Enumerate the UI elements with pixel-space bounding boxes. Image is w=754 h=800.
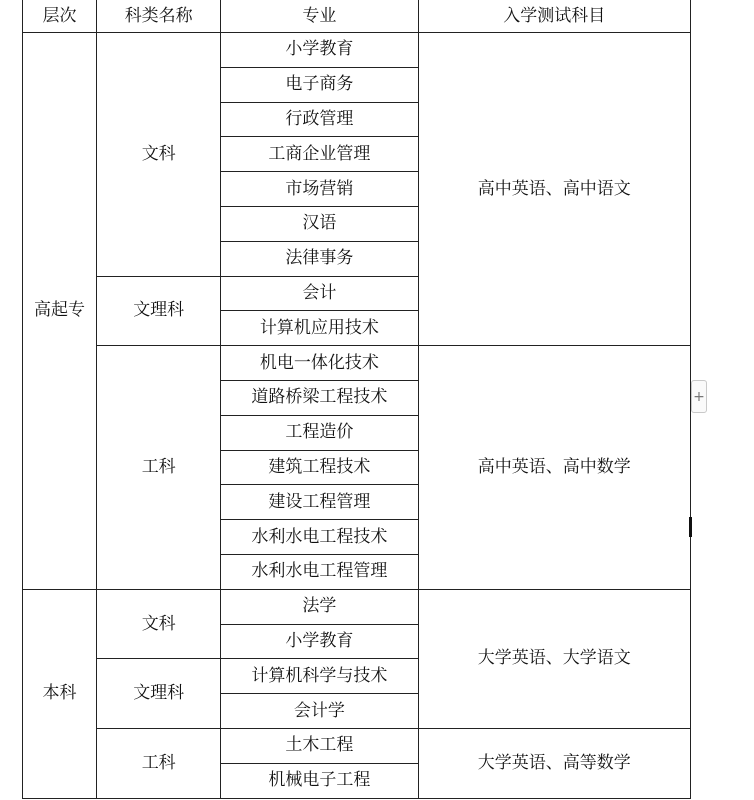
major-cell: 行政管理 xyxy=(221,102,418,137)
subjects-cell: 大学英语、大学语文 xyxy=(418,589,690,728)
header-level: 层次 xyxy=(23,0,97,33)
header-row xyxy=(23,0,691,33)
header-major: 专业 xyxy=(221,0,418,33)
major-cell: 汉语 xyxy=(221,206,418,241)
level-cell: 本科 xyxy=(23,589,97,798)
major-cell: 电子商务 xyxy=(221,67,418,102)
major-cell: 工商企业管理 xyxy=(221,137,418,172)
enrollment-table xyxy=(22,0,691,799)
major-cell: 会计学 xyxy=(221,694,418,729)
major-cell: 市场营销 xyxy=(221,172,418,207)
table-row xyxy=(23,589,691,624)
major-cell: 计算机应用技术 xyxy=(221,311,418,346)
major-cell: 机电一体化技术 xyxy=(221,346,418,381)
major-cell: 道路桥梁工程技术 xyxy=(221,380,418,415)
major-cell: 小学教育 xyxy=(221,624,418,659)
category-cell: 文科 xyxy=(97,33,221,277)
major-cell: 工程造价 xyxy=(221,415,418,450)
major-cell: 土木工程 xyxy=(221,728,418,763)
category-cell: 文理科 xyxy=(97,276,221,346)
add-column-button[interactable] xyxy=(691,380,707,413)
category-cell: 工科 xyxy=(97,346,221,590)
category-cell: 文理科 xyxy=(97,659,221,729)
major-cell: 计算机科学与技术 xyxy=(221,659,418,694)
table-row xyxy=(23,33,691,68)
plus-icon: + xyxy=(693,389,705,405)
major-cell: 建设工程管理 xyxy=(221,485,418,520)
major-cell: 建筑工程技术 xyxy=(221,450,418,485)
subjects-cell: 大学英语、高等数学 xyxy=(418,728,690,798)
category-cell: 工科 xyxy=(97,728,221,798)
table-row xyxy=(23,346,691,381)
header-category: 科类名称 xyxy=(97,0,221,33)
level-cell: 高起专 xyxy=(23,33,97,590)
subjects-cell: 高中英语、高中数学 xyxy=(418,346,690,590)
major-cell: 机械电子工程 xyxy=(221,763,418,798)
major-cell: 水利水电工程管理 xyxy=(221,554,418,589)
major-cell: 法学 xyxy=(221,589,418,624)
major-cell: 水利水电工程技术 xyxy=(221,520,418,555)
table-row xyxy=(23,728,691,763)
header-subjects: 入学测试科目 xyxy=(418,0,690,33)
major-cell: 小学教育 xyxy=(221,33,418,68)
resize-handle[interactable] xyxy=(689,517,692,537)
major-cell: 法律事务 xyxy=(221,241,418,276)
category-cell: 文科 xyxy=(97,589,221,659)
subjects-cell: 高中英语、高中语文 xyxy=(418,33,690,346)
table-body xyxy=(23,0,691,798)
major-cell: 会计 xyxy=(221,276,418,311)
